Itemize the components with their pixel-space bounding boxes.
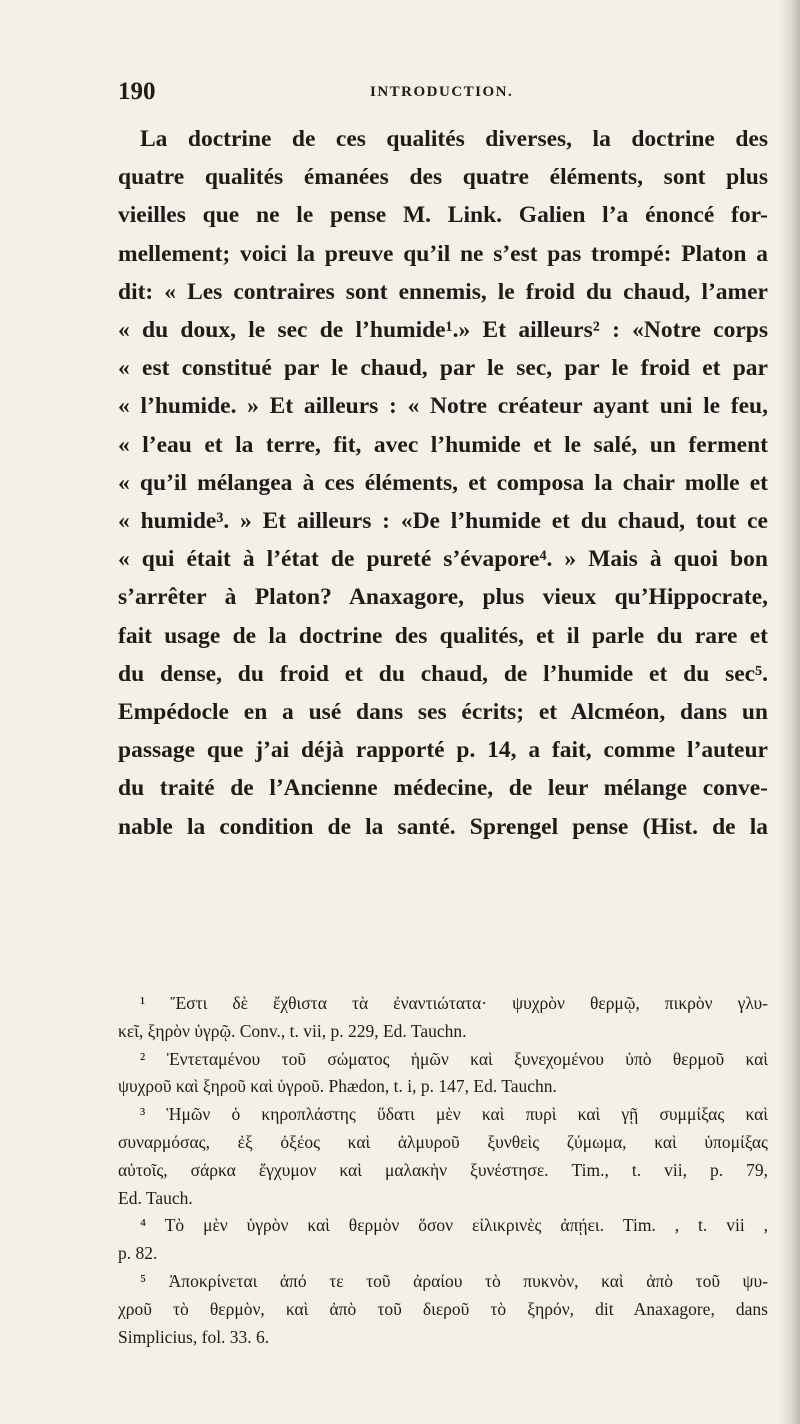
running-head: INTRODUCTION. [370, 84, 514, 100]
footnote-line: Simplicius, fol. 33. 6. [118, 1326, 270, 1347]
text-line: nable la condition de la santé. Sprengel pense (Hist. de la [118, 813, 768, 840]
text-line: « l’eau et la terre, fit, avec l’humide et le salé, un ferment [118, 431, 768, 458]
footnote-line: Ed. Tauch. [118, 1187, 193, 1208]
footnotes [118, 990, 768, 1351]
text-line: du traité de l’Ancienne médecine, de leur mélange conve- [118, 775, 768, 802]
text-line: « l’humide. » Et ailleurs : « Notre créateur ayant uni le feu, [118, 393, 768, 420]
footnote-line: ³ Ἡμῶν ὁ κηροπλάστης ὕδατι μὲν καὶ πυρὶ καὶ γῇ συμμίξας καὶ [140, 1104, 768, 1125]
text-line: « est constitué par le chaud, par le sec, par le froid et par [118, 355, 768, 382]
footnote-line: ⁴ Τὸ μὲν ὑγρὸν καὶ θερμὸν ὅσον εἰλικρινὲς ἀπῄει. Tim. , t. vii , [140, 1215, 768, 1236]
footnote-line: ψυχροῦ καὶ ξηροῦ καὶ ὑγροῦ. Phædon, t. i, p. 147, Ed. Tauchn. [118, 1076, 557, 1097]
text-line: dit: « Les contraires sont ennemis, le froid du chaud, l’amer [118, 278, 768, 305]
text-line: « qu’il mélangea à ces éléments, et composa la chair molle et [118, 469, 768, 496]
text-line: vieilles que ne le pense M. Link. Galien l’a énoncé for- [118, 202, 768, 229]
footnote-line: ¹ Ἔστι δὲ ἔχθιστα τὰ ἐναντιώτατα· ψυχρὸν θερμῷ, πικρὸν γλυ- [140, 993, 768, 1013]
text-line: quatre qualités émanées des quatre éléments, sont plus [118, 164, 768, 191]
footnote-line: συναρμόσας, ἐξ ὀξέος καὶ ἁλμυροῦ ξυνθεὶς ζύμωμα, καὶ ὑπομίξας [118, 1131, 768, 1152]
text-line: La doctrine de ces qualités diverses, la doctrine des [140, 126, 768, 152]
text-line: s’arrêter à Platon? Anaxagore, plus vieux qu’Hippocrate, [118, 584, 768, 611]
page-number: 190 [118, 78, 156, 105]
text-line: « du doux, le sec de l’humide¹.» Et ailleurs² : «Notre corps [118, 317, 768, 344]
text-line: « qui était à l’état de pureté s’évapore⁴. » Mais à quoi bon [118, 546, 768, 573]
footnote-line: ² Ἐντεταμένου τοῦ σώματος ἡμῶν καὶ ξυνεχομένου ὑπὸ θερμοῦ καὶ [140, 1048, 768, 1069]
text-line: passage que j’ai déjà rapporté p. 14, a fait, comme l’auteur [118, 737, 768, 764]
text-line: du dense, du froid et du chaud, de l’humide et du sec⁵. [118, 660, 768, 687]
text-line: mellement; voici la preuve qu’il ne s’est pas trompé: Platon a [118, 240, 768, 267]
footnote-line: χροῦ τὸ θερμὸν, καὶ ἀπὸ τοῦ διεροῦ τὸ ξηρόν, dit Anaxagore, dans [118, 1298, 768, 1319]
main-text [118, 120, 768, 846]
text-line: Empédocle en a usé dans ses écrits; et Alcméon, dans un [118, 699, 768, 726]
page-edge-shadow [778, 0, 800, 1424]
footnote-line: αὐτοῖς, σάρκα ἔγχυμον καὶ μαλακὴν ξυνέστησε. Tim., t. vii, p. 79, [118, 1159, 768, 1180]
text-line: fait usage de la doctrine des qualités, et il parle du rare et [118, 622, 768, 649]
page-header [118, 78, 718, 108]
footnote-line: κεῖ, ξηρὸν ὑγρῷ. Conv., t. vii, p. 229, Ed. Tauchn. [118, 1020, 467, 1041]
footnote-line: p. 82. [118, 1243, 158, 1264]
footnote-line: ⁵ Ἀποκρίνεται ἀπό τε τοῦ ἀραίου τὸ πυκνὸν, καὶ ἀπὸ τοῦ ψυ- [140, 1270, 768, 1291]
text-line: « humide³. » Et ailleurs : «De l’humide et du chaud, tout ce [118, 508, 768, 535]
